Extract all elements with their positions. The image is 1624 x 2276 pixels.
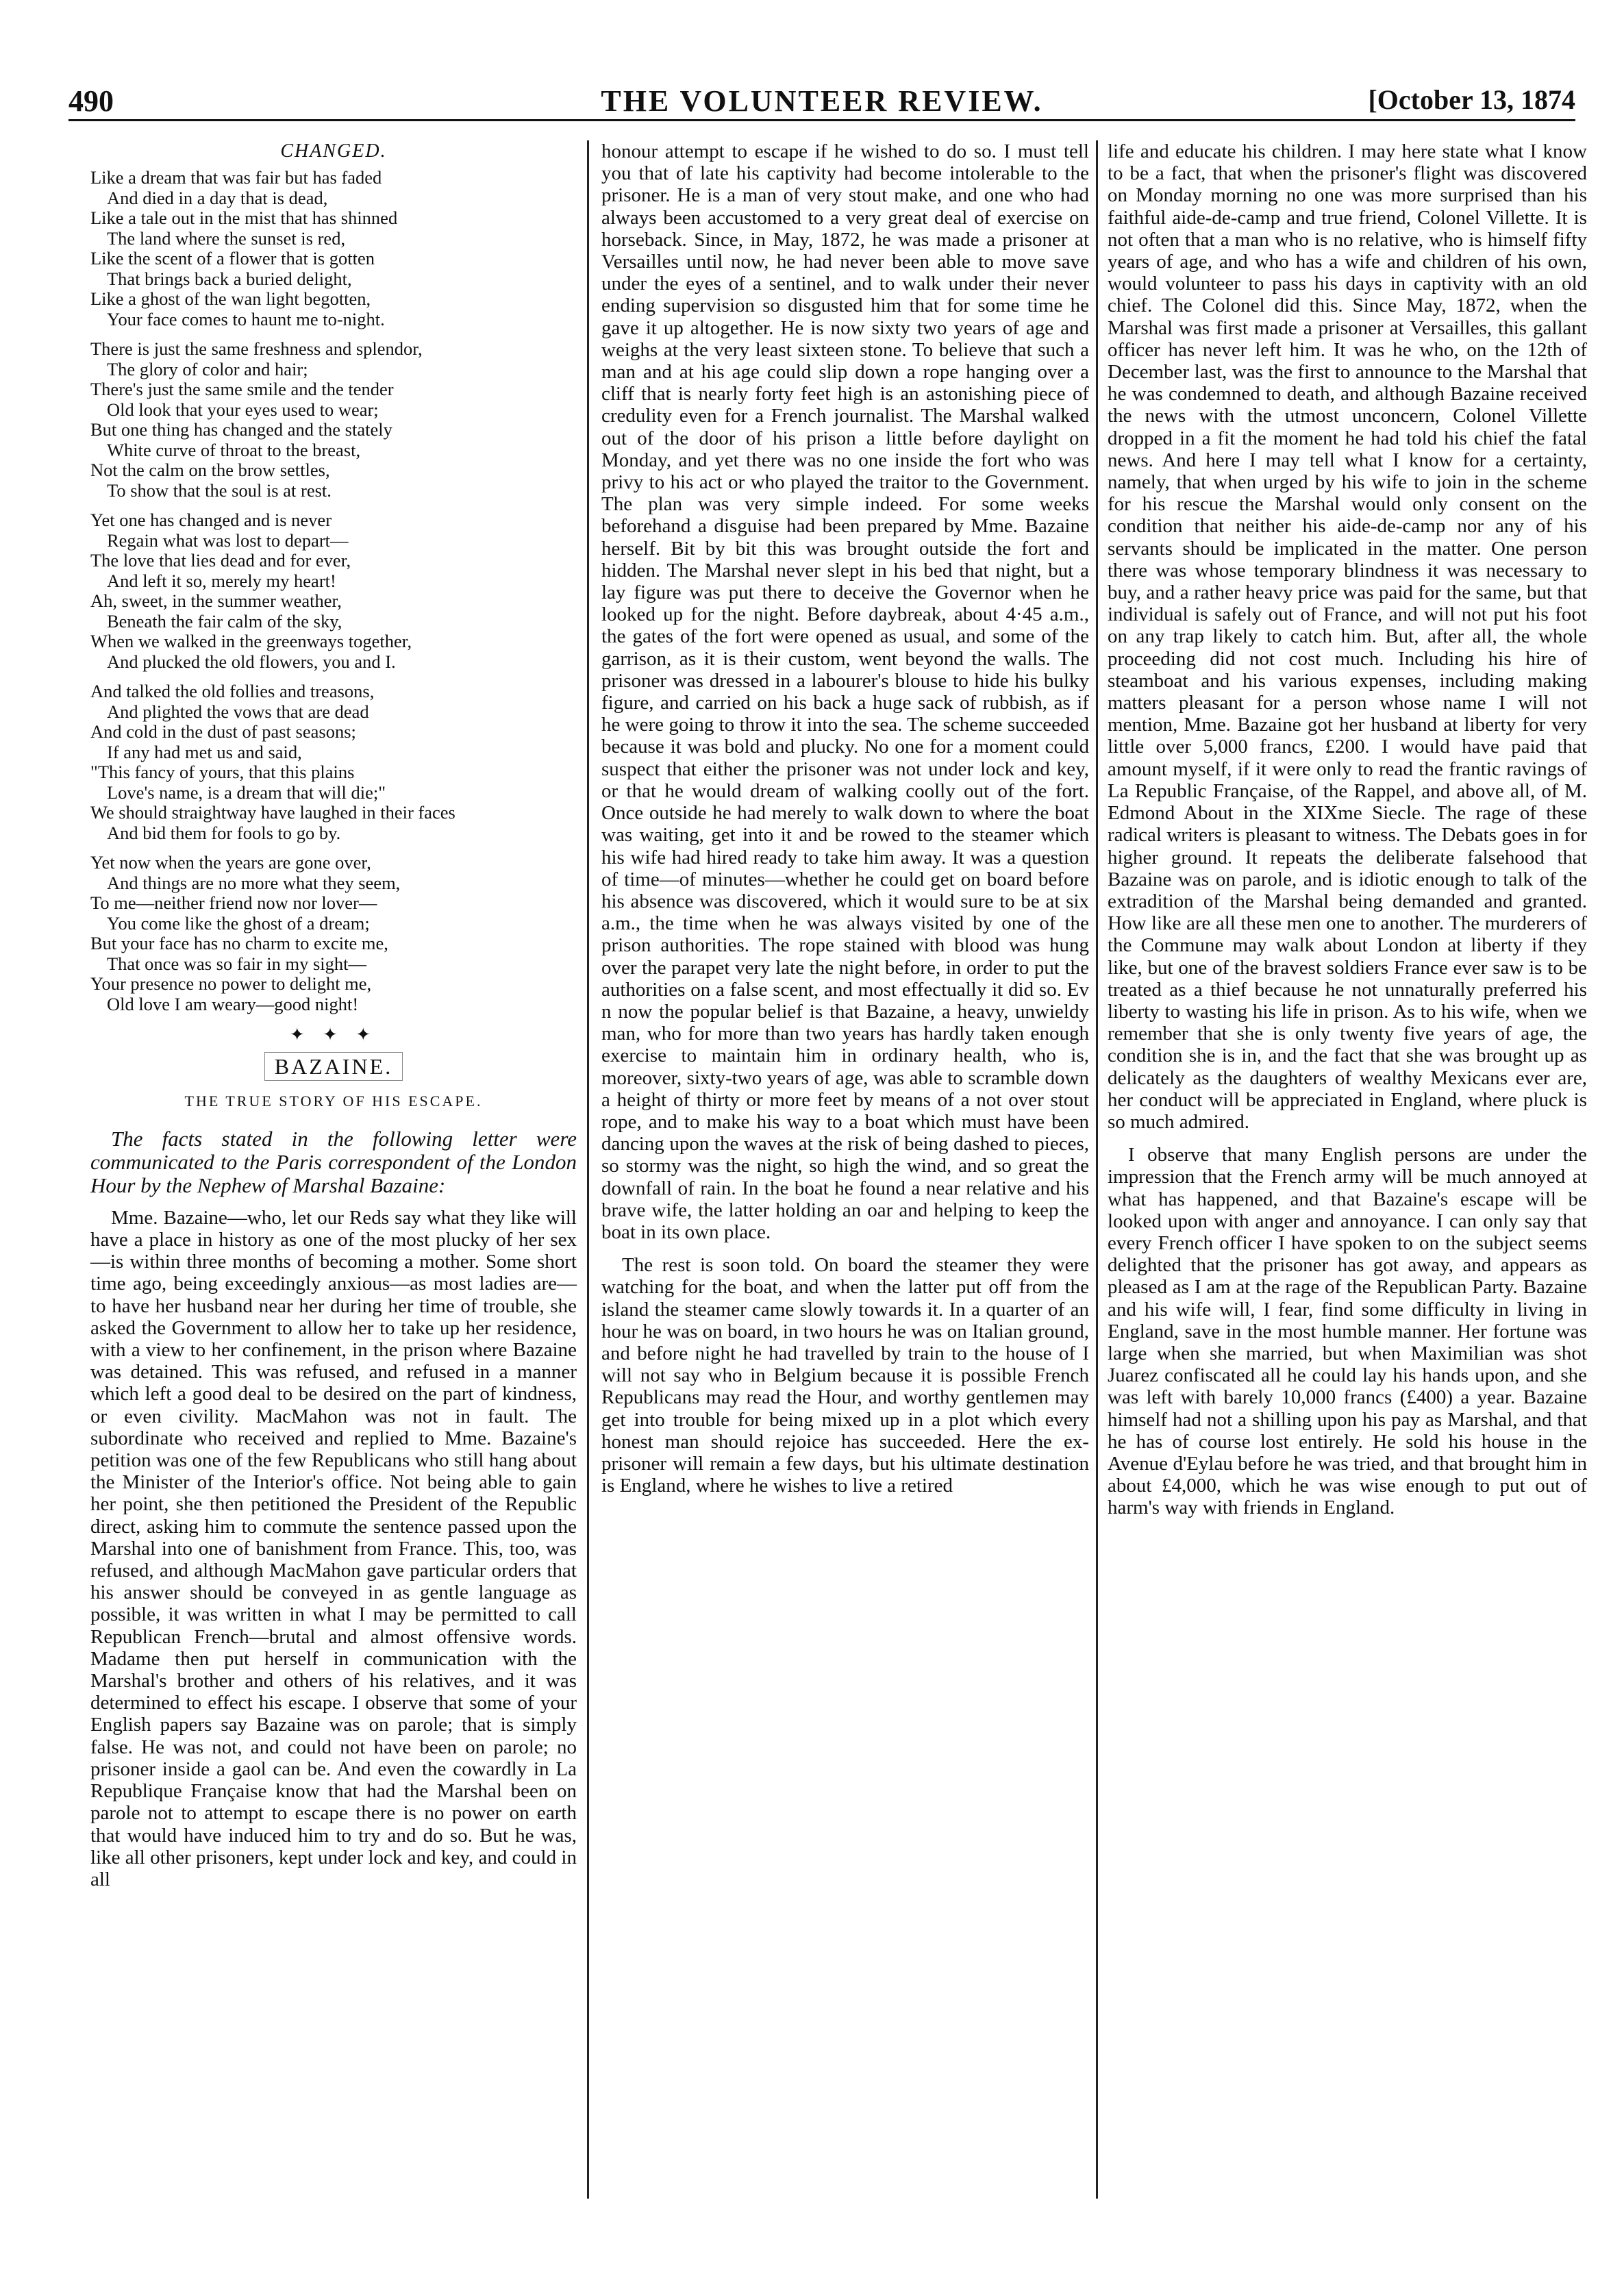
column-rule [1096, 140, 1098, 2199]
column-2 [601, 140, 1089, 1508]
poem-line: And talked the old follies and treasons, [90, 681, 375, 702]
column-3 [1108, 140, 1587, 1530]
poem-line: If any had met us and said, [107, 742, 302, 762]
poem-line: The love that lies dead and for ever, [90, 551, 351, 571]
poem-line: Old look that your eyes used to wear; [107, 399, 379, 420]
article-paragraph: The rest is soon told. On board the steamer they were watching for the boat, and when the latter put off from the island the steamer came slowly towards it. In a quarter of an hour he was on board, in two hours he was on Italian ground, and before night he had travelled by train to the house of I will not say who in Belgium because it is possible French Republicans may read the Hour, and worthy gentlemen may get into trouble for being mixed up in a plot which every honest man should rejoice has succeeded. Here the ex-prisoner will remain a few days, but his ultimate destination is England, where he wishes to live a retired [601, 1254, 1089, 1497]
poem-line: Regain what was lost to depart— [107, 530, 349, 551]
poem-line: Like a ghost of the wan light begotten, [90, 289, 371, 310]
article-subtitle: THE TRUE STORY OF HIS ESCAPE. [184, 1092, 483, 1110]
column-rule [587, 140, 589, 2199]
poem-line: There is just the same freshness and splendor, [90, 339, 423, 360]
article-paragraph: I observe that many English persons are under the impression that the French army will be much annoyed at what has happened, and that Bazaine's escape will be looked upon with anger and annoyance. I can only say that every French officer I have spoken to on the subject seems delighted that the prisoner has got away, and appears as pleased as I am at the rage of the Republican Party. Bazaine and his wife will, I fear, find some difficulty in living in England, save in the most humble manner. Her fortune was large when she married, but when Maximilian was shot Juarez confiscated all he could lay his hands upon, and she was left with barely 10,000 francs (£400) a year. Bazaine himself had not a shilling upon his pay as Marshal, and that he has of course lost entirely. He sold his house in the Avenue d'Eylau before he was tried, and that brought him in about £4,000, which he was wise enough to put out of harm's way with friends in England. [1108, 1144, 1587, 1519]
poem-line: And bid them for fools to go by. [107, 823, 341, 843]
poem-line: And died in a day that is dead, [107, 188, 328, 208]
poem-stanza [90, 168, 577, 329]
poem-line: Love's name, is a dream that will die;" [107, 782, 386, 803]
poem-line: Old love I am weary—good night! [107, 994, 359, 1014]
poem-line: Your face comes to haunt me to-night. [107, 309, 385, 329]
poem-line: The land where the sunset is red, [107, 228, 346, 249]
poem-stanza [90, 339, 577, 501]
poem-line: Like a tale out in the mist that has shinned [90, 208, 398, 229]
poem-line: And plucked the old flowers, you and I. [107, 651, 396, 672]
poem-line: Like a dream that was fair but has faded [90, 168, 382, 188]
article-title-text: BAZAINE. [264, 1052, 403, 1081]
poem-line: Ah, sweet, in the summer weather, [90, 591, 342, 612]
poem-line: But one thing has changed and the stately [90, 420, 392, 440]
page-number: 490 [68, 84, 114, 118]
section-separator: ✦ ✦ ✦ [289, 1025, 378, 1045]
poem-line: White curve of throat to the breast, [107, 440, 361, 460]
poem-stanza [90, 681, 577, 843]
article-paragraph: honour attempt to escape if he wished to do so. I must tell you that of late his captivity had become intolerable to the prisoner. He is a man of very stout make, and one who had always been accustomed to a very great deal of exercise on horseback. Since, in May, 1872, he was made a prisoner at Versailles until now, he had never been able to move save under the eyes of a sentinel, and to walk under their never ending supervision so disgusted him that for some time he gave it up altogether. He is now sixty two years of age and weighs at the very least sixteen stone. To believe that such a man and at his age could slip down a rope hanging over a cliff that is nearly forty feet high is an astonishing piece of credulity even for a French journalist. The Marshal walked out of the door of his prison a little before daylight on Monday, and yet there was no one inside the fort who was privy to his act or who played the traitor to the Government. The plan was very simple indeed. For some weeks beforehand a disguise had been prepared by Mme. Bazaine herself. Bit by bit this was brought outside the fort and hidden. The Marshal never slept in his bed that night, but a lay figure was put there to deceive the Governor when he looked up for the night. Before daybreak, about 4·45 a.m., the gates of the fort were opened as usual, and some of the garrison, as it is their custom, went beyond the walls. The prisoner was dressed in a labourer's blouse to hide his bulky figure, and carried on his back a huge sack of rubbish, as if he were going to throw it into the sea. The scheme succeeded because it was bold and plucky. No one for a moment could suspect that either the prisoner was not under lock and key, or that he would dream of walking coolly out of the fort. Once outside he had merely to walk down to where the boat was waiting, get into it and be rowed to the steamer which his wife had hired ready to take him away. It was a question of time—of minutes—whether he could get on board before his absence was discovered, which it would sure to be at six a.m., the time when he was always visited by one of the prison authorities. The rope stained with blood was hung over the parapet very late the night before, in order to put the authorities on a false scent, and most effectually it did so. Ev n now the popular belief is that Bazaine, a heavy, unwieldy man, who for more than two years has hardly taken enough exercise to maintain him in ordinary health, who is, moreover, sixty-two years of age, was able to scramble down a height of thirty or more feet by means of a not over stout rope, and to make his way to a boat which must have been dancing upon the waves at the risk of being dashed to pieces, so stormy was the night, so high the wind, and so great the downfall of rain. In the boat he found a near relative and his brave wife, the latter holding an oar and helping to keep the boat in its own place. [601, 140, 1089, 1243]
poem-body [90, 168, 577, 1014]
poem-line: But your face has no charm to excite me, [90, 934, 388, 954]
poem-line: Like the scent of a flower that is gotten [90, 249, 375, 269]
poem-line: And plighted the vows that are dead [107, 701, 369, 722]
poem-stanza [90, 853, 577, 1014]
issue-date: [October 13, 1874 [1368, 84, 1575, 115]
masthead [68, 81, 1575, 121]
poem-line: Yet now when the years are gone over, [90, 853, 371, 873]
poem-line: And cold in the dust of past seasons; [90, 722, 356, 742]
poem-line: We should straightway have laughed in their faces [90, 803, 455, 823]
poem-stanza [90, 510, 577, 672]
poem-line: And things are no more what they seem, [107, 873, 401, 893]
poem-line: Beneath the fair calm of the sky, [107, 611, 342, 631]
poem-line: To me—neither friend now nor lover— [90, 893, 377, 914]
poem-line: That brings back a buried delight, [107, 268, 352, 289]
article-paragraph: life and educate his children. I may here state what I know to be a fact, that when the prisoner's flight was discovered on Monday morning no one was more surprised than his faithful aide-de-camp and true friend, Colonel Villette. It is not often that a man who is no relative, who is himself fifty years of age, and who has a wife and children of his own, would volunteer to pass his days in captivity with an old chief. The Colonel did this. Since May, 1872, when the Marshal was first made a prisoner at Versailles, this gallant officer has never left him. It was he who, on the 12th of December last, was the first to announce to the Marshal that he was condemned to death, and although Bazaine received the news with the utmost unconcern, Colonel Villette dropped in a fit the moment he had told his chief the fatal news. And here I may tell what I know for a certainty, namely, that when urged by his wife to join in the scheme for his rescue the Marshal would only consent on the condition that neither his aide-de-camp nor any of his servants should be implicated in the matter. One person there was whose temporary blindness it was necessary to buy, and a rather heavy price was paid for the same, but that individual is safely out of France, and will not put his foot on any trap likely to catch him. But, after all, the whole proceeding did not cost much. Including his hire of steamboat and his various expenses, including making matters pleasant for a person whose name I will not mention, Mme. Bazaine got her husband at liberty for very little over 5,000 francs, £200. I would have paid that amount myself, if it were only to read the frantic ravings of La Republic Française, of the Rappel, and above all, of M. Edmond About in the XIXme Siecle. The rage of these radical writers is pleasant to witness. The Debats goes in for higher ground. It repeats the deliberate falsehood that Bazaine was on parole, and is idiotic enough to talk of the extradition of the Marshal being demanded and granted. How like are all these men one to another. The murderers of the Commune may walk about London at liberty if they like, but one of the bravest soldiers France ever saw is to be treated as a thief because he not unnaturally preferred his liberty to wasting his life in prison. As to his wife, when we remember that she is only twenty five years of age, the condition she is in, and the fact that she was brought up as delicately as the daughters of wealthy Mexicans ever are, her conduct will be appreciated in England, where pluck is so much admired. [1108, 140, 1587, 1133]
poem-line: The glory of color and hair; [107, 359, 308, 379]
poem-line: To show that the soul is at rest. [107, 480, 332, 501]
poem-line: When we walked in the greenways together, [90, 631, 412, 652]
poem-line: There's just the same smile and the tender [90, 379, 394, 400]
publication-title: THE VOLUNTEER REVIEW. [601, 84, 1043, 118]
poem-title: CHANGED. [280, 140, 387, 162]
poem-line: "This fancy of yours, that this plains [90, 762, 355, 783]
poem-line: Your presence no power to delight me, [90, 974, 372, 995]
article-paragraph: Mme. Bazaine—who, let our Reds say what they like will have a place in history as one of the most plucky of her sex—is within three months of becoming a mother. Some short time ago, being exceedingly anxious—as most ladies are—to have her husband near her during her time of trouble, she asked the Government to allow her to take up her residence, with a view to her confinement, in the prison where Bazaine was detained. This was refused, and refused in a manner which left a good deal to be desired on the part of kindness, or even civility. MacMahon was not in fault. The subordinate who received and replied to Mme. Bazaine's petition was one of the few Republicans who still hang about the Minister of the Interior's office. Not being able to gain her point, she then petitioned the President of the Republic direct, asking him to commute the sentence passed upon the Marshal into one of banishment from France. This, too, was refused, and although MacMahon gave particular orders that his answer should be conveyed in as gentle language as possible, it was written in what I may be permitted to call Republican French—brutal and almost offensive words. Madame then put herself in communication with the Marshal's brother and others of his relatives, and it was determined to effect his escape. I observe that some of your English papers say Bazaine was on parole; that is simply false. He was not, and could not have been on parole; no prisoner inside a gaol can be. And even the cowardly in La Republique Française know that had the Marshal been on parole not to attempt to escape there is no power on earth that would have induced him to try and do so. But he was, like all other prisoners, kept under lock and key, and could in all [90, 1206, 577, 1890]
poem-line: Not the calm on the brow settles, [90, 460, 330, 481]
poem-line: You come like the ghost of a dream; [107, 913, 370, 934]
poem-line: Yet one has changed and is never [90, 510, 332, 531]
article-intro: The facts stated in the following letter were communicated to the Paris correspondent of the London Hour by the Nephew of Marshal Bazaine: [90, 1126, 577, 1197]
article-title [90, 1055, 577, 1077]
poem-line: And left it so, merely my heart! [107, 571, 336, 591]
poem-line: That once was so fair in my sight— [107, 953, 367, 974]
column-1 [90, 140, 577, 1901]
